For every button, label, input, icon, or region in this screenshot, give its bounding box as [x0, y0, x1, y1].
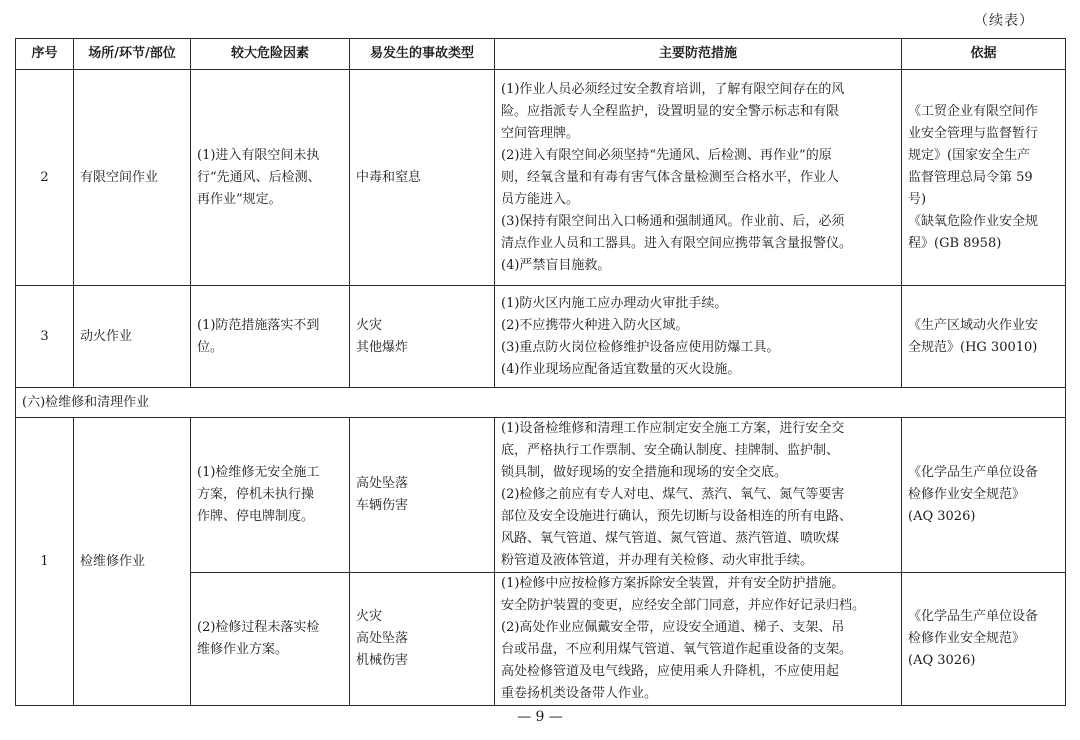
- row-hazard: (1)防范措施落实不到 位。: [191, 286, 350, 388]
- row-hazard: (1)进入有限空间未执 行“先通风、后检测、 再作业”规定。: [191, 70, 350, 286]
- row-place: 有限空间作业: [74, 70, 191, 286]
- hazard-table: [15, 38, 1066, 706]
- header-measures: 主要防范措施: [495, 39, 902, 70]
- section-title: (六)检维修和清理作业: [16, 388, 1066, 418]
- row-hazard: (1)检维修无安全施工 方案，停机未执行操 作牌、停电牌制度。: [191, 418, 350, 573]
- row-accident: 火灾 高处坠落 机械伤害: [350, 573, 495, 706]
- header-hazard: 较大危险因素: [191, 39, 350, 70]
- header-accident: 易发生的事故类型: [350, 39, 495, 70]
- row-seq: 3: [16, 286, 74, 388]
- row-seq: 2: [16, 70, 74, 286]
- row-basis: 《化学品生产单位设备 检修作业安全规范》 (AQ 3026): [902, 573, 1066, 706]
- table-row: [16, 70, 1066, 286]
- group-seq: 1: [16, 418, 74, 706]
- row-accident: 火灾 其他爆炸: [350, 286, 495, 388]
- group-place: 检维修作业: [74, 418, 191, 706]
- row-basis: 《化学品生产单位设备 检修作业安全规范》 (AQ 3026): [902, 418, 1066, 573]
- section-header-row: [16, 388, 1066, 418]
- row-basis: 《生产区域动火作业安 全规范》(HG 30010): [902, 286, 1066, 388]
- continued-label: （续表）: [974, 13, 1034, 29]
- row-hazard: (2)检修过程未落实检 维修作业方案。: [191, 573, 350, 706]
- header-seq: 序号: [16, 39, 74, 70]
- row-measures: (1)检修中应按检修方案拆除安全装置，并有安全防护措施。 安全防护装置的变更，应经安全部门同意，并应作好记录归档。 (2)高处作业应佩戴安全带，应设安全通道、梯子、支架、吊 台或吊盘，不应利用煤气管道、氧气管道作起重设备的支架。 高处检修管道及电气线路，应使用乘人升降机，不应使用起 重卷扬机类设备带人作业。: [495, 573, 902, 706]
- row-accident: 高处坠落 车辆伤害: [350, 418, 495, 573]
- header-row: [16, 39, 1066, 70]
- table-row: [16, 286, 1066, 388]
- page-number: — 9 —: [517, 709, 563, 725]
- row-measures: (1)设备检维修和清理工作应制定安全施工方案，进行安全交 底，严格执行工作票制、安全确认制度、挂牌制、监护制、 锁具制，做好现场的安全措施和现场的安全交底。 (2)检修之前应有专人对电、煤气、蒸汽、氧气、氮气等要害 部位及安全设施进行确认，预先切断与设备相连的所有电路、 风路、氧气管道、煤气管道、氮气管道、蒸汽管道、喷吹煤 粉管道及液体管道，并办理有关检修、动火审批手续。: [495, 418, 902, 573]
- row-measures: (1)防火区内施工应办理动火审批手续。 (2)不应携带火种进入防火区域。 (3)重点防火岗位检修维护设备应使用防爆工具。 (4)作业现场应配备适宜数量的灭火设施。: [495, 286, 902, 388]
- row-basis: 《工贸企业有限空间作 业安全管理与监督暂行 规定》(国家安全生产 监督管理总局令第 59 号) 《缺氧危险作业安全规 程》(GB 8958): [902, 70, 1066, 286]
- row-accident: 中毒和窒息: [350, 70, 495, 286]
- row-measures: (1)作业人员必须经过安全教育培训，了解有限空间存在的风 险。应指派专人全程监护，设置明显的安全警示标志和有限 空间管理牌。 (2)进入有限空间必须坚持“先通风、后检测、再作业”的原 则，经氧含量和有毒有害气体含量检测至合格水平，作业人 员方能进入。 (3)保持有限空间出入口畅通和强制通风。作业前、后，必须 清点作业人员和工器具。进入有限空间应携带氧含量报警仪。 (4)严禁盲目施救。: [495, 70, 902, 286]
- table-row: [16, 418, 1066, 573]
- row-place: 动火作业: [74, 286, 191, 388]
- header-basis: 依据: [902, 39, 1066, 70]
- header-place: 场所/环节/部位: [74, 39, 191, 70]
